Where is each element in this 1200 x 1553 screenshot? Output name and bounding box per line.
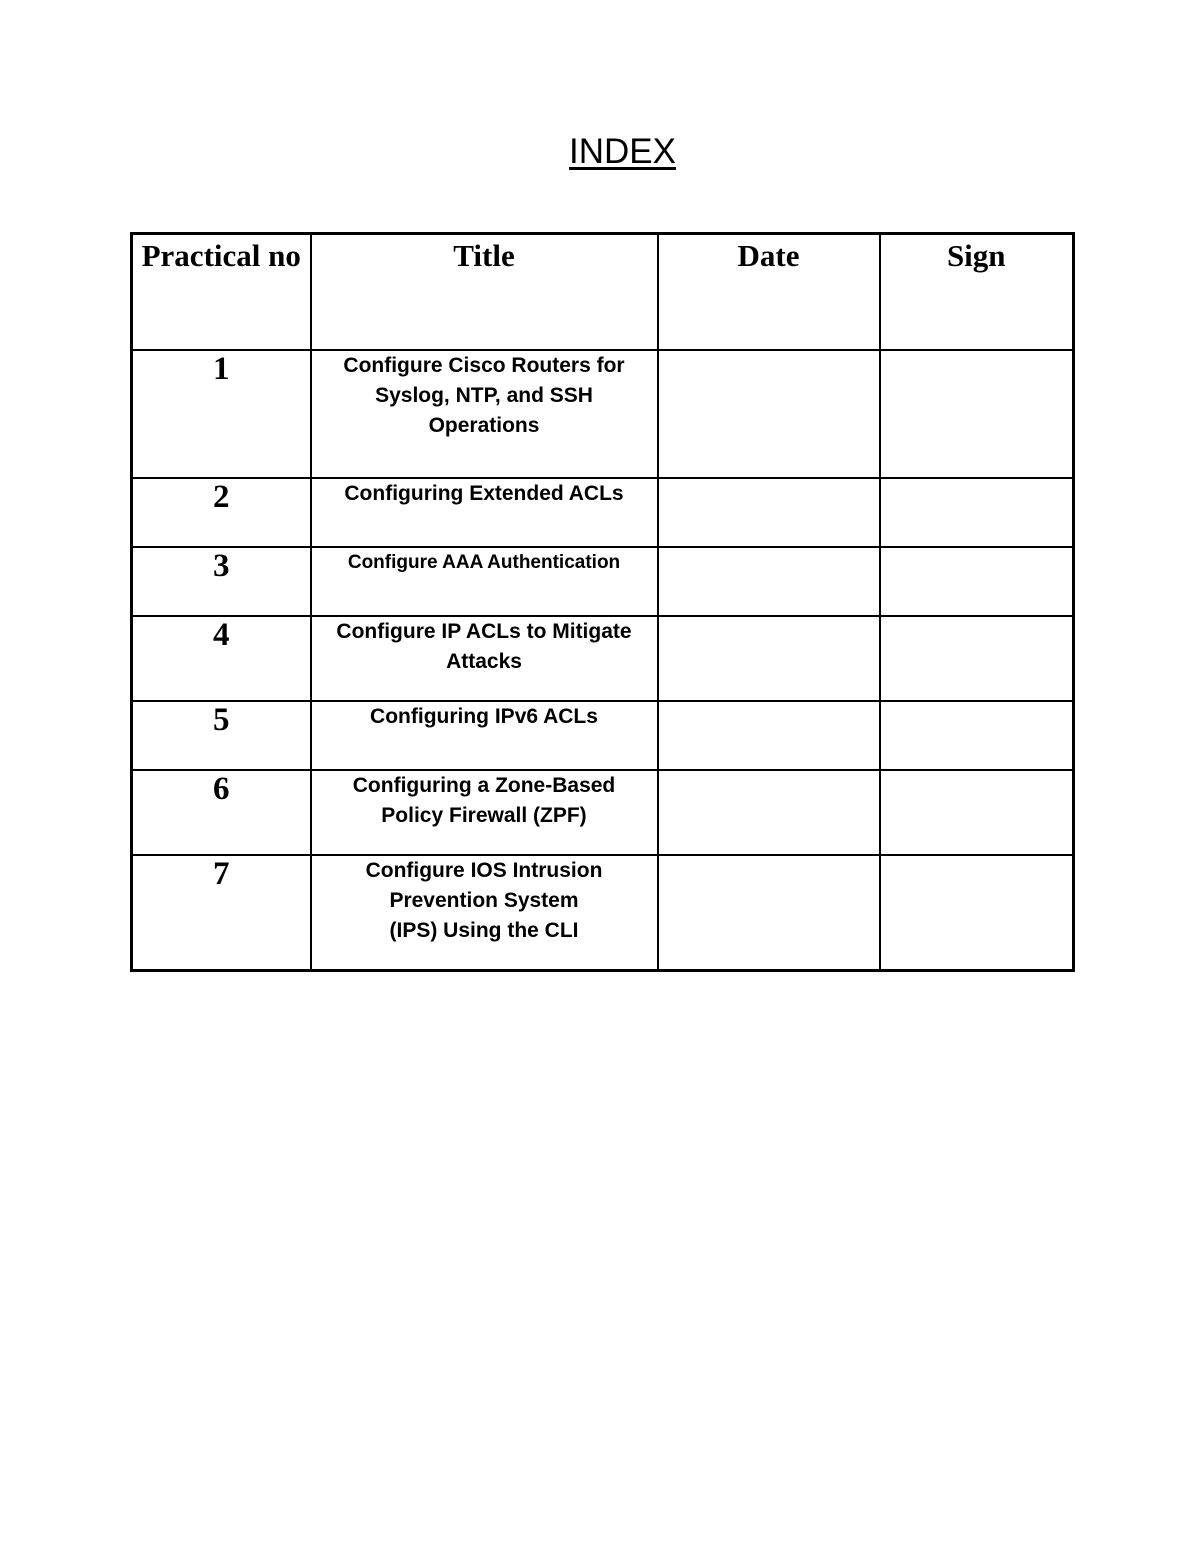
table-row [132,350,1074,478]
practical-title-text: Configure AAA Authentication [347,551,621,573]
date-cell [658,350,880,478]
table-row [132,770,1074,855]
sign-cell [880,855,1074,971]
practical-number: 1 [132,350,311,478]
practical-number: 5 [132,701,311,770]
date-cell [658,478,880,547]
practical-title [311,770,658,855]
page-title: INDEX [569,132,676,171]
practical-number: 6 [132,770,311,855]
practical-title [311,616,658,701]
table-row [132,701,1074,770]
sign-cell [880,478,1074,547]
practical-title-text: Configure IP ACLs to Mitigate Attacks [336,619,632,673]
sign-cell [880,770,1074,855]
date-cell [658,547,880,616]
practical-title [311,478,658,547]
practical-title [311,547,658,616]
practical-title [311,350,658,478]
table-row [132,855,1074,971]
header-date: Date [658,234,880,350]
header-row [132,234,1074,350]
header-title: Title [311,234,658,350]
table-row [132,547,1074,616]
sign-cell [880,350,1074,478]
practical-number: 2 [132,478,311,547]
date-cell [658,616,880,701]
table-row [132,478,1074,547]
practical-title-text: Configuring IPv6 ACLs [370,704,598,728]
practical-title-text: Configure IOS Intrusion Prevention System (IPS) Using the CLI [365,858,603,942]
date-cell [658,770,880,855]
practical-title [311,855,658,971]
practical-number: 7 [132,855,311,971]
practical-title-text: Configuring a Zone-Based Policy Firewall (ZPF) [352,773,616,827]
sign-cell [880,616,1074,701]
header-sign: Sign [880,234,1074,350]
practical-number: 4 [132,616,311,701]
date-cell [658,701,880,770]
index-table [130,232,1075,972]
sign-cell [880,547,1074,616]
table-row [132,616,1074,701]
practical-title [311,701,658,770]
date-cell [658,855,880,971]
practical-title-text: Configure Cisco Routers for Syslog, NTP, and SSH Operations [343,353,625,437]
sign-cell [880,701,1074,770]
practical-title-text: Configuring Extended ACLs [344,481,624,505]
practical-number: 3 [132,547,311,616]
header-practical-no: Practical no [132,234,311,350]
